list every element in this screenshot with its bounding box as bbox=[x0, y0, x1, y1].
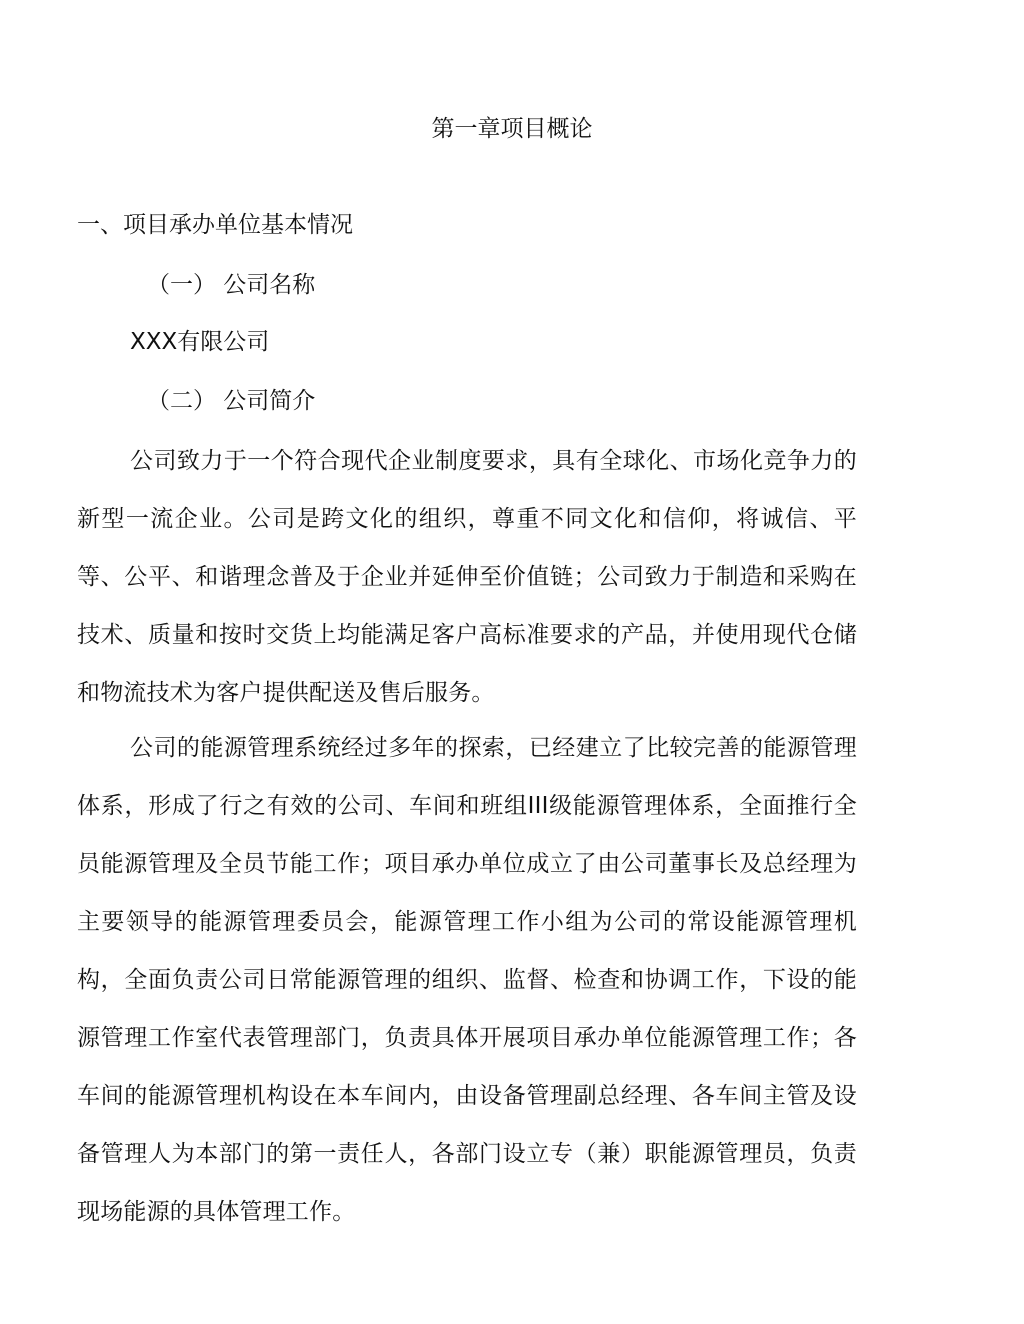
chapter-title: 第一章项目概论 bbox=[431, 116, 593, 142]
section-heading: 一、项目承办单位基本情况 bbox=[77, 212, 353, 238]
profile-paragraph-1: 公司致力于一个符合现代企业制度要求，具有全球化、市场化竞争力的新型一流企业。公司是跨文化的组织，尊重不同文化和信仰，将诚信、平等、公平、和谐理念普及于企业并延伸至价值链；公司致力于制造和采购在技术、质量和按时交货上均能满足客户高标准要求的产品，并使用现代仓储和物流技术为客户提供配送及售后服务。 bbox=[77, 448, 857, 706]
profile-paragraph-2: 公司的能源管理系统经过多年的探索，已经建立了比较完善的能源管理体系，形成了行之有效的公司、车间和班组III级能源管理体系，全面推行全员能源管理及全员节能工作；项目承办单位成立了由公司董事长及总经理为主要领导的能源管理委员会，能源管理工作小组为公司的常设能源管理机构，全面负责公司日常能源管理的组织、监督、检查和协调工作，下设的能源管理工作室代表管理部门，负责具体开展项目承办单位能源管理工作；各车间的能源管理机构设在本车间内，由设备管理副总经理、各车间主管及设备管理人为本部门的第一责任人，各部门设立专（兼）职能源管理员，负责现场能源的具体管理工作。 bbox=[77, 735, 857, 1225]
sub-heading-company-name: （一） 公司名称 bbox=[147, 272, 316, 298]
company-name-text: XXX有限公司 bbox=[130, 329, 270, 355]
sub-heading-company-profile: （二） 公司简介 bbox=[147, 388, 316, 414]
